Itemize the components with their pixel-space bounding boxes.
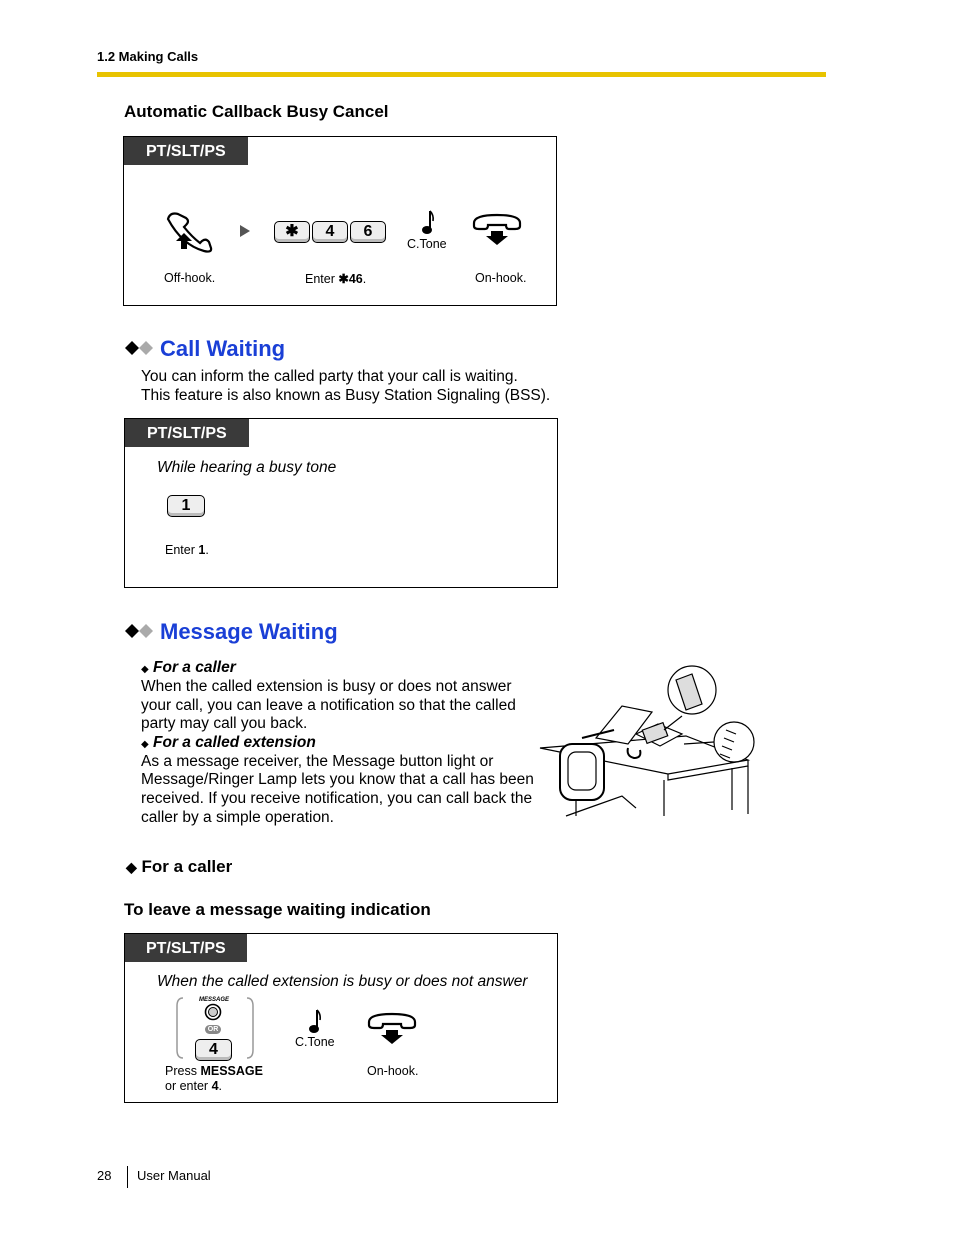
for-caller-heading: ◆ For a caller: [126, 857, 233, 876]
on-hook-handset-icon: [471, 213, 523, 247]
header-rule: [97, 72, 826, 77]
message-waiting-procedure-box: [124, 933, 558, 1103]
or-badge: OR: [205, 1025, 221, 1034]
callback-tag: PT/SLT/PS: [124, 137, 248, 165]
press-message-caption: Press MESSAGE or enter 4.: [165, 1064, 263, 1093]
message-button-icon: [204, 1003, 222, 1021]
section-header: 1.2 Making Calls: [97, 49, 199, 64]
heading-diamonds-icon: [124, 623, 156, 639]
offhook-caption: Off-hook.: [164, 271, 216, 285]
called-line-3: received. If you receive notification, you can call back the: [141, 790, 533, 807]
callback-procedure-box: [123, 136, 557, 306]
heading-diamonds-icon: [124, 340, 156, 356]
enter-1-caption: Enter 1.: [165, 543, 209, 557]
confirmation-tone-icon: [421, 209, 437, 237]
caller-label: ◆ For a caller: [141, 659, 236, 676]
callback-title: Automatic Callback Busy Cancel: [124, 102, 389, 121]
message-waiting-tag: PT/SLT/PS: [125, 934, 247, 962]
step-arrow-icon: [239, 224, 251, 238]
message-button-label: MESSAGE: [199, 997, 230, 1003]
ctone-label: C.Tone: [407, 237, 447, 251]
message-waiting-condition: When the called extension is busy or does not answer: [157, 973, 528, 990]
caller-line-1: When the called extension is busy or does not answer: [141, 678, 512, 695]
footer-divider: [127, 1166, 128, 1188]
off-hook-handset-icon: [164, 209, 214, 253]
called-label: ◆ For a called extension: [141, 734, 316, 751]
called-line-1: As a message receiver, the Message button light or: [141, 753, 494, 770]
enter-caption: Enter ✱46.: [305, 272, 367, 286]
page-number: 28: [97, 1168, 112, 1183]
onhook-caption-2: On-hook.: [367, 1064, 419, 1078]
called-line-2: Message/Ringer Lamp lets you know that a call has been: [141, 771, 534, 788]
caller-line-3: party may call you back.: [141, 715, 308, 732]
key-4: 4: [312, 221, 348, 243]
message-waiting-title: Message Waiting: [160, 619, 338, 644]
call-waiting-title: Call Waiting: [160, 336, 286, 361]
key-6: 6: [350, 221, 386, 243]
call-waiting-line-2: This feature is also known as Busy Station Signaling (BSS).: [141, 387, 551, 404]
key-1: 1: [167, 495, 205, 517]
call-waiting-line-1: You can inform the called party that your call is waiting.: [141, 368, 518, 385]
key-4-message: 4: [195, 1039, 232, 1061]
onhook-caption: On-hook.: [475, 271, 527, 285]
called-line-4: caller by a simple operation.: [141, 809, 334, 826]
leave-indication-heading: To leave a message waiting indication: [124, 900, 431, 919]
call-waiting-condition: While hearing a busy tone: [157, 459, 337, 476]
ctone-label-2: C.Tone: [295, 1035, 335, 1049]
confirmation-tone-icon: [308, 1008, 324, 1036]
call-waiting-tag: PT/SLT/PS: [125, 419, 249, 447]
desk-phone-illustration: [536, 660, 762, 818]
caller-line-2: your call, you can leave a notification so that the called: [141, 697, 516, 714]
footer-label: User Manual: [137, 1168, 211, 1183]
on-hook-handset-icon: [366, 1012, 418, 1046]
star-key: ✱: [274, 221, 310, 243]
call-waiting-procedure-box: [124, 418, 558, 588]
